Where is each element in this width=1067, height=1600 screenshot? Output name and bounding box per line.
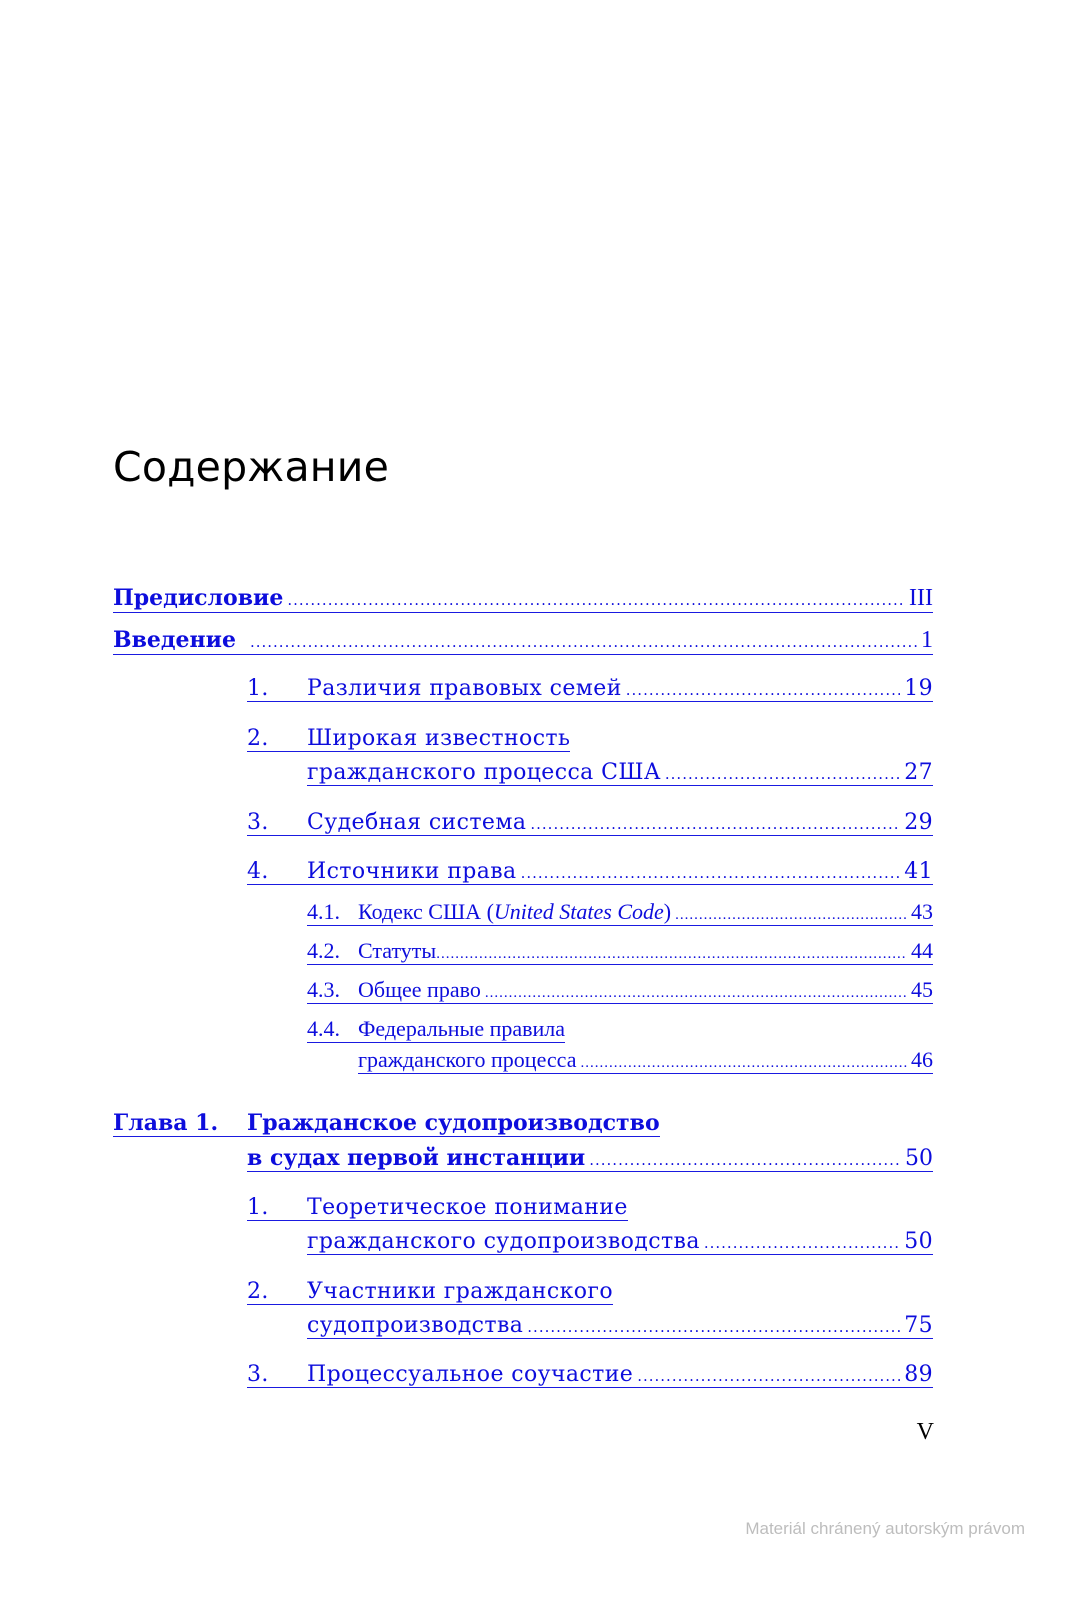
page-title: Содержание — [113, 443, 390, 491]
toc-entry-label: Введение — [113, 627, 236, 653]
toc-entry-sources-of-law[interactable] — [247, 859, 933, 885]
dot-leader — [637, 1367, 900, 1385]
toc-entry-label: Теоретическое понимание — [307, 1195, 628, 1220]
toc-entry-judicial-system[interactable] — [247, 810, 933, 836]
toc-entry-label: в судах первой инстанции — [247, 1145, 586, 1171]
toc-entry-preface[interactable] — [113, 585, 933, 613]
toc-entry-number: 4.3. — [307, 977, 340, 1002]
toc-entry-number: 4.2. — [307, 938, 340, 963]
toc-entry-label: Судебная система — [307, 810, 527, 835]
dot-leader — [527, 1318, 900, 1336]
toc-page-number: 41 — [904, 859, 933, 884]
dot-leader — [530, 815, 900, 833]
toc-entry-label: судопроизводства — [307, 1313, 524, 1338]
toc-entry-common-law[interactable] — [307, 977, 933, 1004]
dot-leader — [436, 946, 907, 963]
toc-page-number: 27 — [904, 760, 933, 785]
toc-entry-number: 4.4. — [307, 1016, 340, 1041]
toc-entry-theoretical-line1[interactable] — [247, 1195, 628, 1221]
toc-entry-label: Федеральные правила — [358, 1016, 566, 1041]
dot-leader — [580, 1055, 907, 1072]
toc-page-number: III — [909, 585, 933, 611]
toc-entry-label: Различия правовых семей — [307, 676, 622, 701]
toc-entry-wide-fame-line2[interactable] — [307, 760, 933, 786]
toc-entry-label-italic: United States Code — [493, 899, 664, 924]
dot-leader — [626, 681, 900, 699]
toc-entry-chapter1-line1[interactable] — [113, 1110, 660, 1137]
toc-entry-number: 1. — [247, 1195, 269, 1220]
toc-entry-participants-line2[interactable] — [307, 1313, 933, 1339]
toc-entry-label-suffix: ) — [663, 899, 672, 924]
toc-entry-label: Кодекс США ( — [358, 899, 494, 924]
toc-entry-label: Гражданское судопроизводство — [247, 1110, 660, 1136]
dot-leader — [675, 907, 907, 924]
toc-entry-chapter1-line2[interactable] — [247, 1145, 933, 1172]
dot-leader — [665, 765, 900, 783]
toc-entry-label: гражданского процесса — [358, 1047, 577, 1072]
toc-entry-label: Статуты — [358, 938, 437, 963]
copyright-watermark: Materiál chránený autorským právom — [745, 1519, 1025, 1538]
toc-entry-label: Источники права — [307, 859, 517, 884]
toc-entry-participants-line1[interactable] — [247, 1279, 613, 1305]
toc-page-number: 29 — [904, 810, 933, 835]
dot-leader — [521, 864, 901, 882]
toc-entry-label: гражданского процесса США — [307, 760, 661, 785]
toc-page-number: 50 — [904, 1229, 933, 1254]
dot-leader — [287, 591, 905, 609]
toc-entry-label: Предисловие — [113, 585, 284, 611]
toc-entry-number: 3. — [247, 1362, 269, 1387]
toc-entry-wide-fame-line1[interactable] — [247, 726, 570, 752]
toc-entry-number: 1. — [247, 676, 269, 701]
dot-leader — [485, 985, 907, 1002]
toc-entry-theoretical-line2[interactable] — [307, 1229, 933, 1255]
toc-entry-federal-rules-line2[interactable] — [358, 1047, 933, 1074]
toc-entry-federal-rules-line1[interactable] — [307, 1016, 565, 1043]
dot-leader — [589, 1151, 901, 1169]
dot-leader — [704, 1234, 900, 1252]
toc-page-number: 1 — [921, 627, 933, 653]
toc-page-number: 46 — [911, 1047, 933, 1072]
toc-entry-label: Участники гражданского — [307, 1279, 613, 1304]
toc-entry-number: 4.1. — [307, 899, 340, 924]
toc-page-number: 89 — [904, 1362, 933, 1387]
dot-leader — [250, 633, 917, 651]
toc-page-number: 19 — [904, 676, 933, 701]
toc-chapter-number: Глава 1. — [113, 1110, 219, 1136]
toc-entry-legal-families[interactable] — [247, 676, 933, 702]
toc-page-number: 43 — [911, 899, 933, 924]
toc-entry-joinder[interactable] — [247, 1362, 933, 1388]
toc-entry-label: Процессуальное соучастие — [307, 1362, 634, 1387]
toc-page-number: 75 — [904, 1313, 933, 1338]
toc-entry-us-code[interactable] — [307, 899, 933, 926]
toc-entry-statutes[interactable] — [307, 938, 933, 965]
page-number: V — [916, 1419, 934, 1445]
toc-entry-label: Общее право — [358, 977, 481, 1002]
toc-entry-label: гражданского судопроизводства — [307, 1229, 700, 1254]
toc-page-number: 44 — [911, 938, 933, 963]
toc-page-number: 45 — [911, 977, 933, 1002]
toc-entry-label: Широкая известность — [307, 726, 571, 751]
toc-page-number: 50 — [905, 1146, 933, 1171]
toc-entry-number: 2. — [247, 726, 269, 751]
toc-entry-number: 4. — [247, 859, 269, 884]
toc-entry-number: 3. — [247, 810, 269, 835]
toc-entry-number: 2. — [247, 1279, 269, 1304]
toc-entry-introduction[interactable] — [113, 627, 933, 655]
